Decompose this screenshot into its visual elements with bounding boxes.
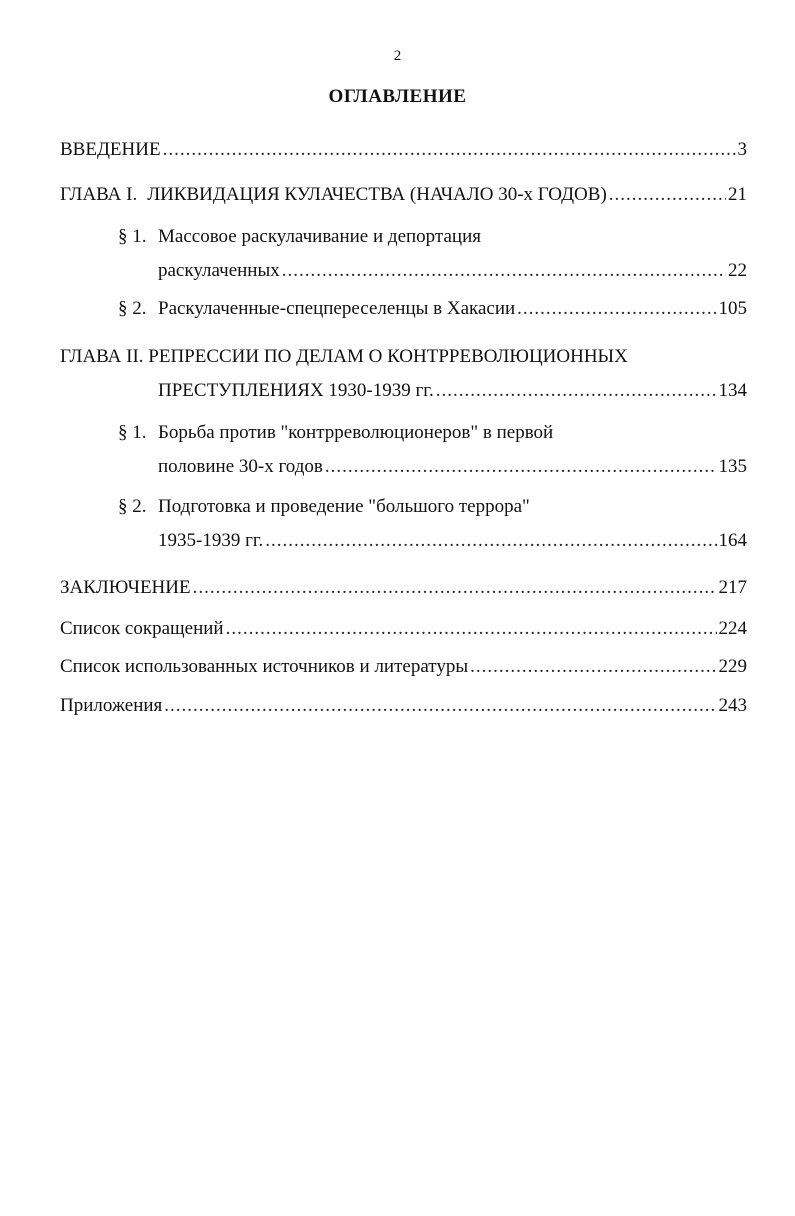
section-number: § 2. [118,496,147,517]
toc-entry-page: 217 [718,577,747,598]
toc-entry-label: Борьба против "контрреволюционеров" в первой [158,422,554,443]
toc-entry-label: ЗАКЛЮЧЕНИЕ [60,577,191,598]
section-number: § 1. [118,226,147,247]
toc-entry-label: ПРЕСТУПЛЕНИЯХ 1930-1939 гг. [158,380,434,401]
toc-entry-page: 3 [737,139,747,160]
chapter-prefix: ГЛАВА II. [60,346,144,367]
toc-title: ОГЛАВЛЕНИЕ [328,86,467,107]
toc-section-2-1-line2[interactable] [158,455,747,479]
toc-entry-label: Список сокращений [60,618,224,639]
toc-entry-label: РЕПРЕССИИ ПО ДЕЛАМ О КОНТРРЕВОЛЮЦИОННЫХ [148,346,628,367]
leader-dots [226,617,717,641]
toc-entry-label: 1935-1939 гг. [158,530,264,551]
toc-section-2-2-line1[interactable] [118,495,530,519]
toc-entry-page: 243 [718,695,747,716]
toc-entry-label: Приложения [60,695,163,716]
leader-dots [163,138,736,162]
leader-dots [265,529,716,553]
toc-entry-appendices[interactable] [60,694,747,718]
toc-entry-label: Массовое раскулачивание и депортация [158,226,481,247]
leader-dots [436,379,717,403]
toc-entry-page: 224 [718,618,747,639]
toc-entry-abbreviations[interactable] [60,617,747,641]
leader-dots [193,576,717,600]
toc-entry-label: ЛИКВИДАЦИЯ КУЛАЧЕСТВА (НАЧАЛО 30-х ГОДОВ) [147,184,607,205]
toc-entry-page: 135 [718,456,747,477]
toc-entry-page: 22 [728,260,747,281]
leader-dots [609,183,726,207]
toc-entry-label: раскулаченных [158,260,280,281]
leader-dots [517,297,716,321]
toc-entry-label: Раскулаченные-спецпереселенцы в Хакасии [158,298,516,319]
toc-section-1-1-line1[interactable] [118,225,481,249]
toc-entry-page: 134 [718,380,747,401]
toc-entry-label: половине 30-х годов [158,456,323,477]
toc-entry-intro[interactable] [60,138,747,162]
chapter-prefix: ГЛАВА I. [60,184,138,205]
leader-dots [470,655,716,679]
toc-entry-page: 164 [718,530,747,551]
section-number: § 2. [118,298,147,319]
toc-entry-chapter2-line2[interactable] [158,379,747,403]
toc-entry-label: Подготовка и проведение "большого террора" [158,496,530,517]
page-number: 2 [393,48,402,64]
toc-section-1-1-line2[interactable] [158,259,747,283]
leader-dots [282,259,726,283]
toc-entry-chapter2-line1[interactable] [60,345,628,369]
leader-dots [164,694,716,718]
toc-entry-chapter1[interactable] [60,183,747,207]
toc-section-2-1-line1[interactable] [118,421,553,445]
toc-entry-page: 229 [718,656,747,677]
toc-entry-sources[interactable] [60,655,747,679]
toc-section-1-2[interactable] [118,297,747,321]
toc-entry-label: Список использованных источников и литературы [60,656,469,677]
toc-entry-conclusion[interactable] [60,576,747,600]
toc-entry-page: 105 [718,298,747,319]
toc-section-2-2-line2[interactable] [158,529,747,553]
toc-entry-label: ВВЕДЕНИЕ [60,139,161,160]
leader-dots [325,455,717,479]
toc-entry-page: 21 [728,184,747,205]
section-number: § 1. [118,422,147,443]
